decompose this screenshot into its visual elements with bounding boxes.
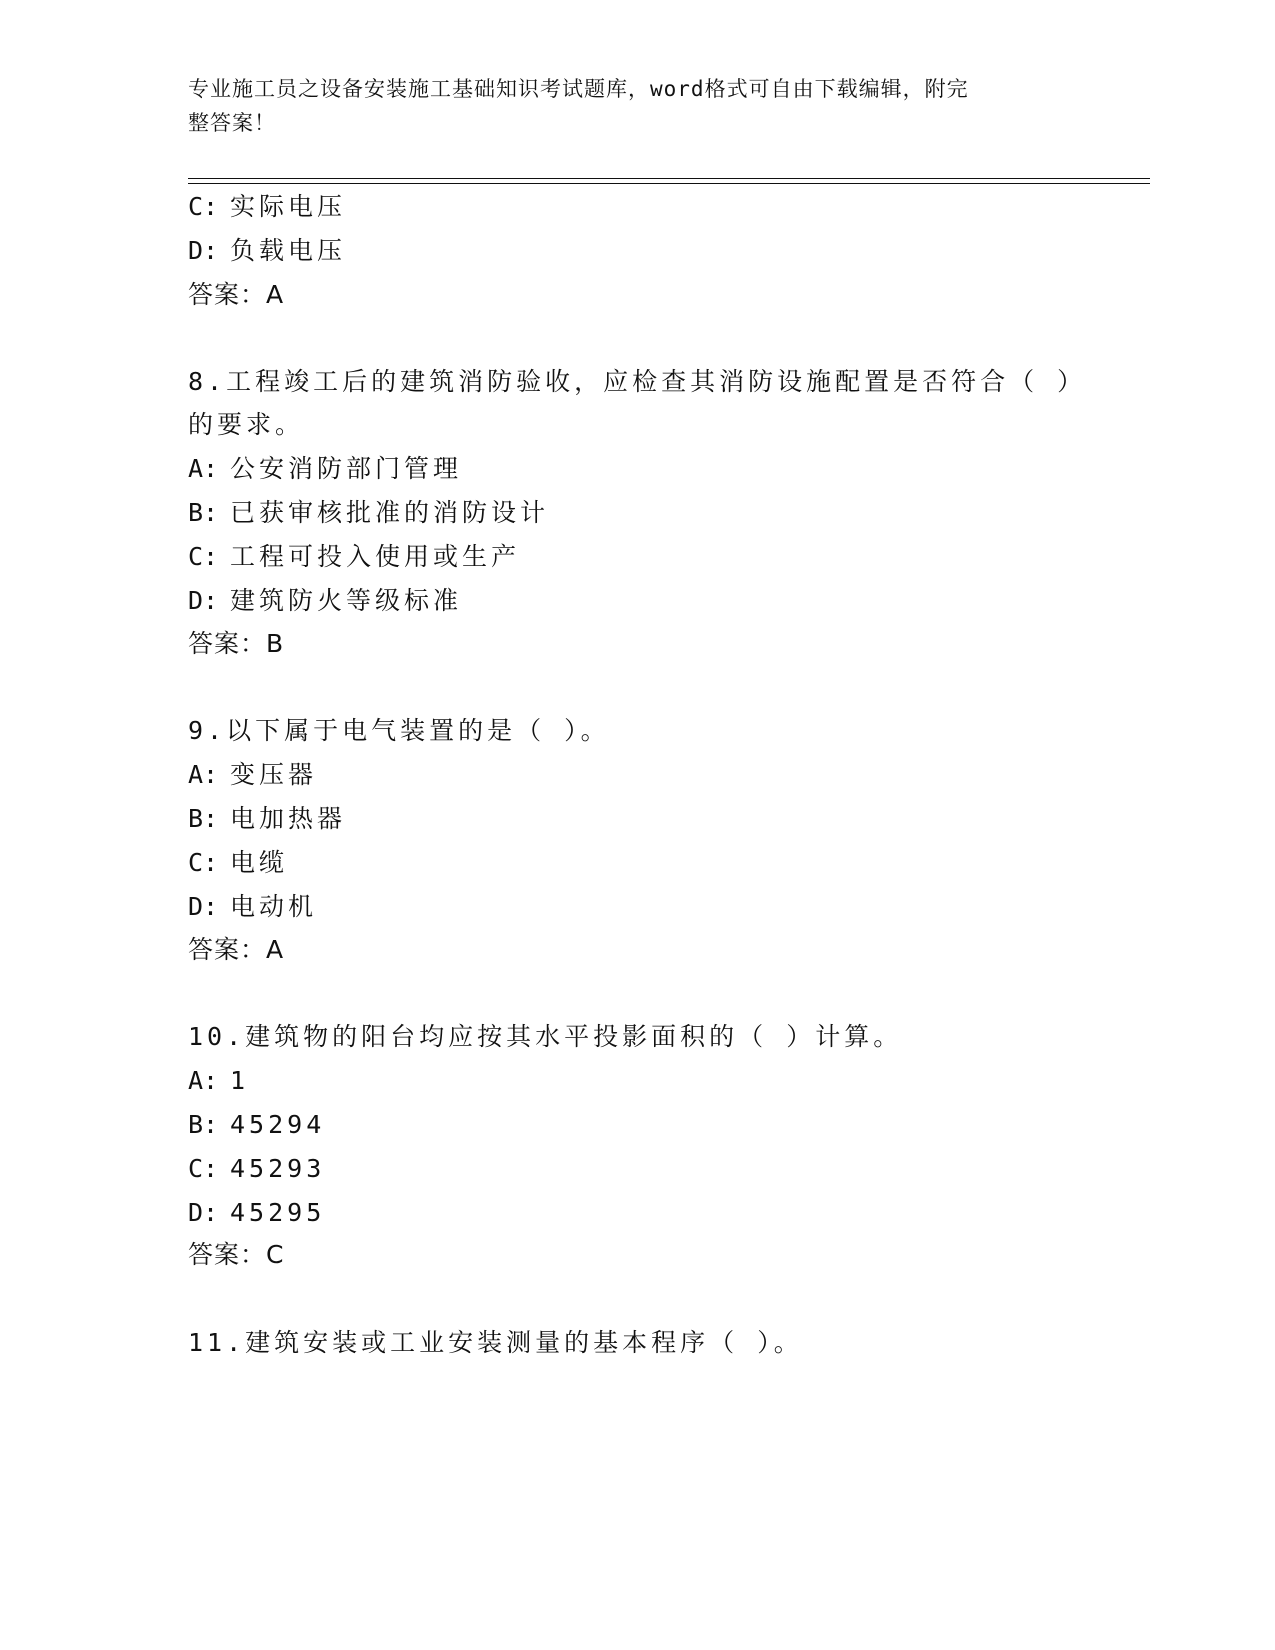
option-label: D:	[188, 892, 219, 921]
option-label: C:	[188, 192, 219, 221]
option-a	[188, 1066, 249, 1096]
option-label: C:	[188, 1154, 219, 1183]
option-text: 45295	[230, 1198, 326, 1227]
header-line-2: 整答案！	[188, 111, 276, 135]
header-line-1: 专业施工员之设备安装施工基础知识考试题库，word格式可自由下载编辑，附完	[188, 77, 969, 101]
option-text: 电加热器	[230, 804, 347, 833]
question-8-stem-line-1: 8.工程竣工后的建筑消防验收，应检查其消防设施配置是否符合（ ）	[188, 367, 1087, 396]
option-a	[188, 760, 317, 790]
option-text: 已获审核批准的消防设计	[230, 498, 550, 527]
option-text: 变压器	[230, 760, 318, 789]
option-label: B:	[188, 498, 219, 527]
option-text: 公安消防部门管理	[230, 454, 463, 483]
option-label: C:	[188, 542, 219, 571]
header-divider-top	[188, 178, 1150, 179]
option-label: D:	[188, 236, 219, 265]
option-text: 实际电压	[230, 192, 347, 221]
option-text: 45293	[230, 1154, 326, 1183]
answer-line: 答案：A	[188, 935, 285, 964]
option-label: A:	[188, 1066, 219, 1095]
answer-line: 答案：A	[188, 280, 285, 309]
option-d	[188, 586, 462, 616]
option-c	[188, 848, 288, 878]
option-c	[188, 192, 346, 222]
option-b	[188, 498, 549, 528]
answer-line: 答案：C	[188, 1240, 285, 1269]
option-text: 建筑防火等级标准	[230, 586, 463, 615]
option-label: D:	[188, 1198, 219, 1227]
option-text: 45294	[230, 1110, 326, 1139]
option-b	[188, 804, 346, 834]
option-label: D:	[188, 586, 219, 615]
option-a	[188, 454, 462, 484]
option-text: 1	[230, 1066, 250, 1095]
option-c	[188, 1154, 325, 1184]
option-label: B:	[188, 804, 219, 833]
question-10-stem: 10.建筑物的阳台均应按其水平投影面积的（ ）计算。	[188, 1022, 903, 1051]
question-11-stem: 11.建筑安装或工业安装测量的基本程序（ ）。	[188, 1328, 803, 1357]
option-d	[188, 1198, 325, 1228]
answer-line: 答案：B	[188, 629, 285, 658]
page-header	[188, 72, 1068, 140]
option-label: B:	[188, 1110, 219, 1139]
option-text: 工程可投入使用或生产	[230, 542, 521, 571]
option-d	[188, 236, 346, 266]
question-9-stem: 9.以下属于电气装置的是（ ）。	[188, 716, 610, 745]
option-b	[188, 1110, 325, 1140]
header-divider-bottom	[188, 183, 1150, 184]
question-8-stem-line-2: 的要求。	[188, 410, 305, 439]
option-label: C:	[188, 848, 219, 877]
option-c	[188, 542, 520, 572]
option-d	[188, 892, 317, 922]
option-text: 电动机	[230, 892, 318, 921]
option-text: 负载电压	[230, 236, 347, 265]
option-label: A:	[188, 454, 219, 483]
option-text: 电缆	[230, 848, 289, 877]
option-label: A:	[188, 760, 219, 789]
